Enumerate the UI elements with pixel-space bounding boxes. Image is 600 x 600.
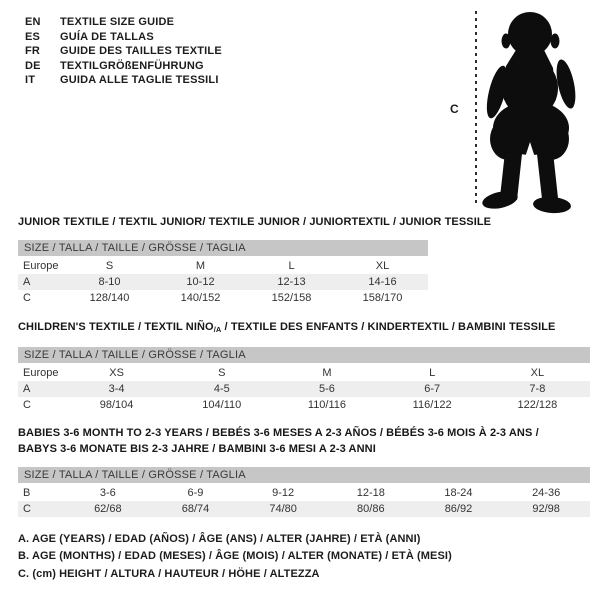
table-row-height [18,501,590,517]
size-header-bar: SIZE / TALLA / TAILLE / GRÖSSE / TAGLIA [18,467,590,483]
months-cell: 12-18 [356,487,385,499]
language-row-it [25,73,222,88]
babies-table [18,485,590,517]
size-cell: M [322,367,332,379]
size-cell: XL [375,260,390,272]
babies-title-line2: BABYS 3-6 MONATE BIS 2-3 JAHRE / BAMBINI 3-6 MESI A 2-3 ANNI [18,442,376,455]
children-table-title [18,321,593,334]
language-header [25,15,222,88]
table-row-age [18,381,590,397]
language-label: TEXTILE SIZE GUIDE [60,16,175,28]
children-table [18,365,590,413]
row-label: B [23,487,31,499]
language-label: TEXTILGRÖßENFÜHRUNG [60,59,204,72]
height-cell: 80/86 [357,503,385,515]
age-cell: 14-16 [368,276,397,288]
height-cell: 104/110 [202,399,242,411]
age-cell: 3-4 [108,383,125,395]
height-cell: 86/92 [444,503,473,515]
height-cell: 122/128 [517,399,558,411]
language-code: EN [25,16,41,28]
age-cell: 10-12 [186,276,215,288]
height-cell: 128/140 [89,292,130,304]
junior-table [18,258,428,306]
height-cell: 98/104 [99,399,134,411]
size-cell: S [105,260,114,272]
height-cell: 92/98 [532,503,560,515]
height-cell: 140/152 [180,292,221,304]
months-cell: 24-36 [532,487,561,499]
height-figure [420,0,600,220]
height-cell: 116/122 [412,399,452,411]
age-cell: 12-13 [277,276,306,288]
footnote-age-years: A. AGE (YEARS) / EDAD (AÑOS) / ÂGE (ANS) / ALTER (JAHRE) / ETÀ (ANNI) [18,533,421,545]
months-cell: 3-6 [99,487,116,499]
footnote-age-months: B. AGE (MONTHS) / EDAD (MESES) / ÂGE (MOIS) / ALTER (MONATE) / ETÀ (MESI) [18,550,452,563]
junior-table-title: JUNIOR TEXTILE / TEXTIL JUNIOR/ TEXTILE JUNIOR / JUNIORTEXTIL / JUNIOR TESSILE [18,216,492,228]
height-dashed-line [475,11,477,207]
size-cell: S [218,367,226,379]
row-label: C [23,399,31,411]
babies-size-table [18,467,590,517]
row-label: Europe [23,367,59,379]
table-row-height [18,397,590,413]
age-cell: 8-10 [98,276,121,288]
size-cell: L [288,260,295,272]
language-code: ES [25,30,41,43]
months-cell: 6-9 [187,487,204,499]
table-row-europe [18,365,590,381]
table-row-europe [18,258,428,274]
language-row-es [25,30,222,45]
title-text: CHILDREN'S TEXTILE / TEXTIL NIÑO [18,321,214,333]
language-row-en [25,15,222,30]
size-cell: M [195,260,206,272]
babies-table-title [18,426,593,457]
row-label: Europe [23,260,59,272]
size-cell: XL [530,367,545,379]
table-row-age [18,274,428,290]
figure-height-label: C [450,102,459,116]
language-label: GUÍA DE TALLAS [60,30,154,43]
age-cell: 7-8 [529,383,546,395]
language-code: DE [25,59,41,72]
language-code: FR [25,45,41,57]
baby-silhouette-icon [420,0,600,220]
height-cell: 68/74 [181,503,210,515]
age-cell: 6-7 [424,383,441,395]
title-subscript: /A [213,325,222,334]
height-cell: 110/116 [307,399,347,411]
row-label: A [23,276,31,288]
height-cell: 62/68 [94,503,122,515]
children-size-table [18,347,590,413]
size-header-bar: SIZE / TALLA / TAILLE / GRÖSSE / TAGLIA [18,240,428,256]
size-cell: L [429,367,436,379]
size-header-bar: SIZE / TALLA / TAILLE / GRÖSSE / TAGLIA [18,347,590,363]
months-cell: 18-24 [444,487,473,499]
language-row-de [25,59,222,74]
title-text: / TEXTILE DES ENFANTS / KINDERTEXTIL / BAMBINI TESSILE [221,321,556,333]
age-cell: 5-6 [319,383,335,395]
babies-title-line1: BABIES 3-6 MONTH TO 2-3 YEARS / BEBÉS 3-6 MESES A 2-3 AÑOS / BÉBÉS 3-6 MOIS À 2-3 ANS / [18,427,539,439]
language-label: GUIDE DES TAILLES TEXTILE [60,45,222,57]
language-label: GUIDA ALLE TAGLIE TESSILI [60,74,219,86]
table-row-months [18,485,590,501]
legend-footnotes [18,531,452,583]
height-cell: 158/170 [362,292,403,304]
size-cell: XS [109,367,124,379]
junior-size-table [18,240,428,306]
height-cell: 74/80 [269,503,297,515]
row-label: C [23,292,31,304]
age-cell: 4-5 [213,383,230,395]
language-row-fr [25,44,222,59]
months-cell: 9-12 [272,487,295,499]
height-cell: 152/158 [271,292,312,304]
row-label: C [23,503,31,515]
language-code: IT [25,74,36,86]
table-row-height [18,290,428,306]
row-label: A [23,383,31,395]
footnote-height: C. (cm) HEIGHT / ALTURA / HAUTEUR / HÖHE / ALTEZZA [18,567,320,580]
